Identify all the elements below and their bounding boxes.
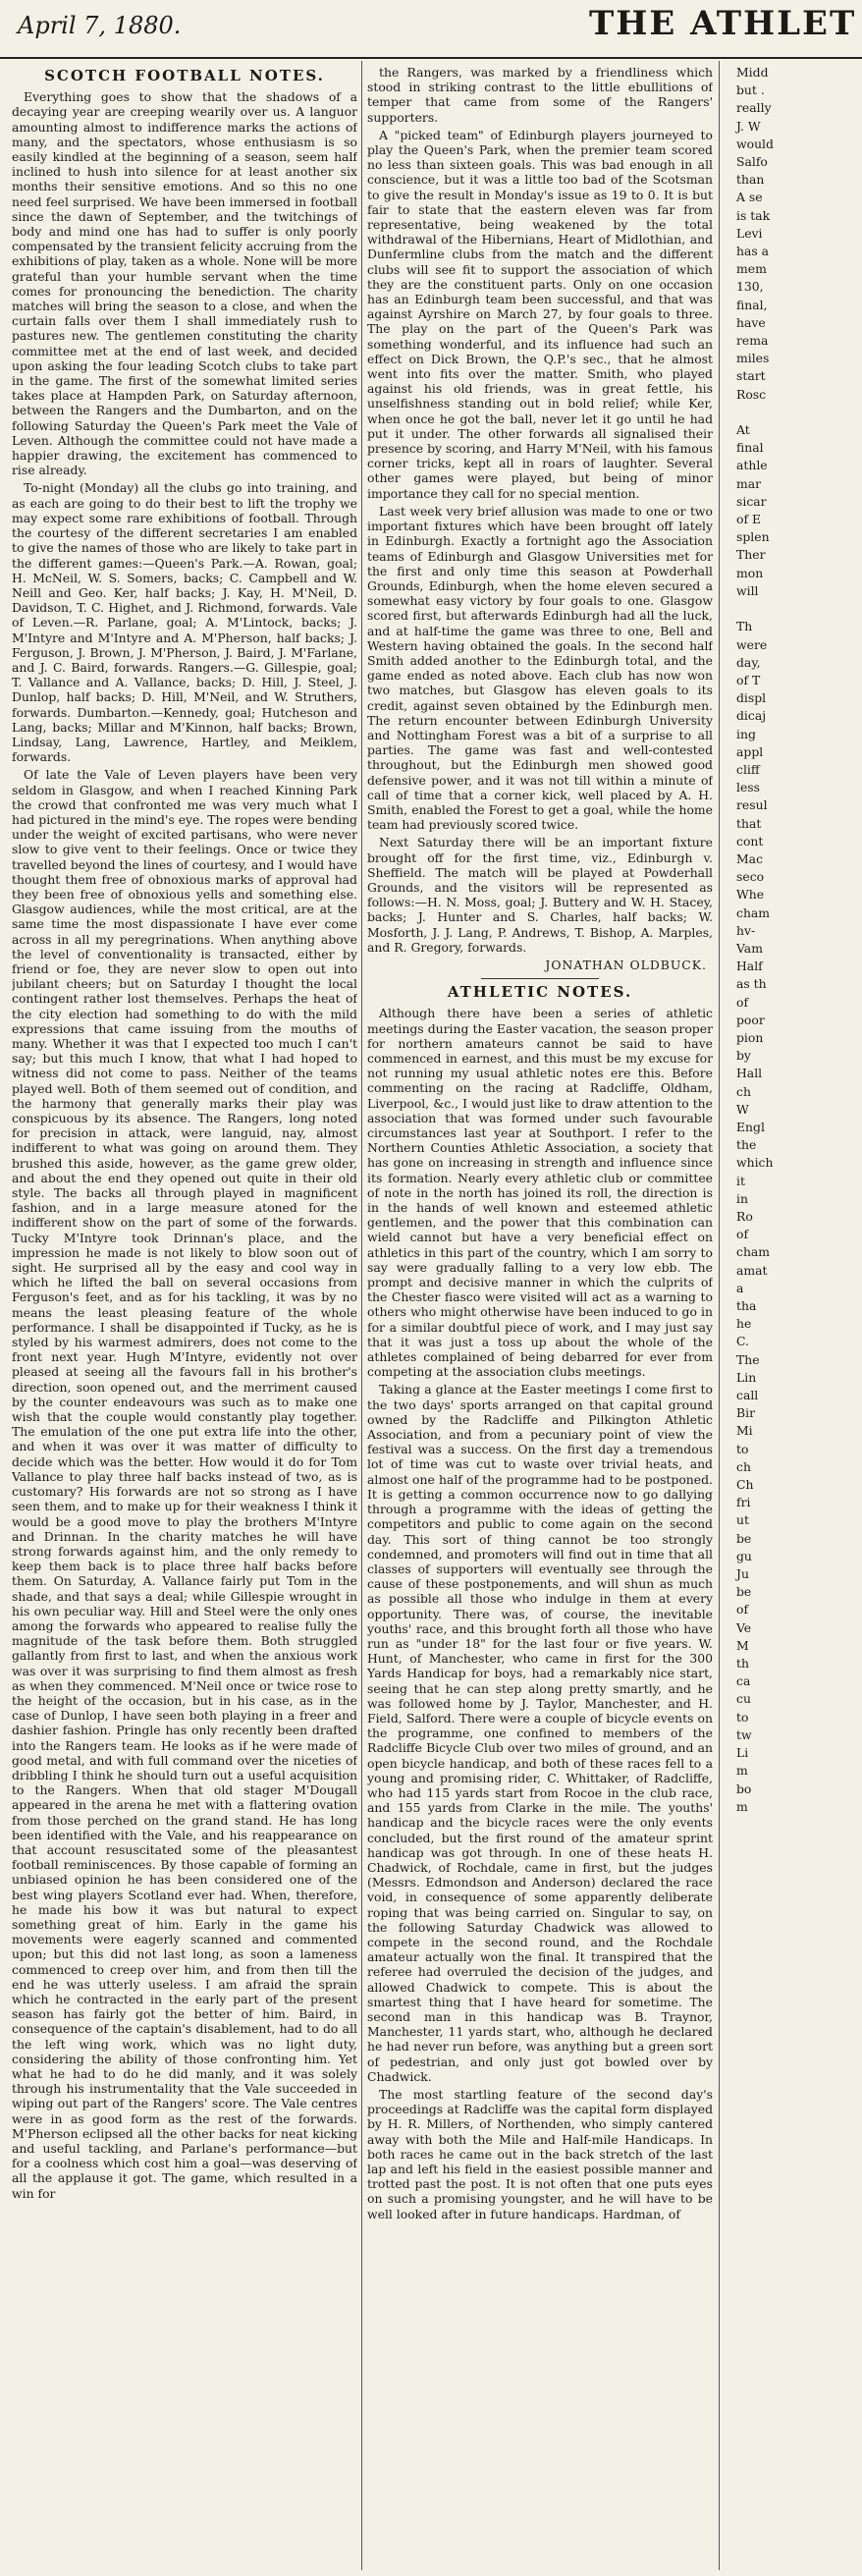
line-fragment: Ve xyxy=(736,1619,752,1635)
column-rule xyxy=(361,61,362,2570)
line-fragment: is tak xyxy=(736,207,771,223)
column-3-cropped xyxy=(725,65,860,2569)
article-signature: JONATHAN OLDBUCK. xyxy=(545,957,707,972)
line-fragment: ca xyxy=(736,1673,751,1689)
paragraph: Everything goes to show that the shadows of a decaying year are creeping wearily over us. A languor amounting almost to indifference marks the actions of many, and the spectators, whose enthusiasm is so easily kindled at the beginning of a season, seem half inclined to hush into silence for at least another six months their sensitive emotions. And so this no one need feel surprised. We have been immersed in football since the dawn of September, and the twitchings of body and mind one has had to suffer is only poorly compensated by the transient felicity accruing from the exhibitions of play, taken as a whole. None will be more grateful than your humble servant when the time comes for pronouncing the benediction. The charity matches will bring the season to a close, and when the curtain falls over them I shall immediately rush to pastures new. The gentlemen constituting the charity committee met at the end of last week, and decided upon asking the four leading Scotch clubs to take part in the game. The first of the somewhat limited series takes place at Hampden Park, on Saturday afternoon, between the Rangers and the Dumbarton, and on the following Saturday the Queen's Park meet the Vale of Leven. Although the committee could not have made a happier drawing, the excitement has commenced to rise already. xyxy=(12,89,357,478)
line-fragment: it xyxy=(736,1173,745,1188)
line-fragment: that xyxy=(736,815,762,831)
line-fragment: Half xyxy=(736,959,763,974)
line-fragment: to xyxy=(736,1441,749,1456)
paragraph: A "picked team" of Edinburgh players journeyed to play the Queen's Park, when the premier team scored no less than sixteen goals. This was bad enough in all conscience, but it was a little too bad of the Scotsman to give the result in Monday's issue as 19 to 0. It is but fair to state that the eastern eleven was far from representative, being weakened by the total withdrawal of the Hibernians, Heart of Midlothian, and Dunfermline clubs from the match and the different clubs will see fit to support the association of which they are the constituent parts. Only on one occasion has an Edinburgh team been successful, and that was against Ayrshire on March 27, by four goals to three. The play on the part of the Queen's Park was something wonderful, and its influence had such an effect on Dick Brown, the Q.P.'s sec., that he almost went into fits over the matter. Smith, who played against his old friends, was in great fettle, his unselfishness standing out in bold relief; while Ker, when once he got the ball, never let it go until he had put it under. The other forwards all signalised their presence by scoring, and Harry M'Neil, with his famous corner tricks, kept all in roars of laughter. Several other games were played, but being of minor importance they call for no special mention. xyxy=(367,127,713,501)
line-fragment: tha xyxy=(736,1298,757,1314)
line-fragment: less xyxy=(736,780,761,795)
paragraph: Next Saturday there will be an important fixture brought off for the first time, viz., Edinburgh v. Sheffield. The match will be played at Powderhall Grounds, and the visitors will be represented as follows:—H. N. Moss, goal; J. Buttery and W. H. Stacey, backs; J. Hunter and S. Charles, half backs; W. Mosforth, J. J. Lang, P. Andrews, T. Bishop, A. Marples, and R. Gregory, forwards. xyxy=(367,835,713,955)
line-fragment: the xyxy=(736,1137,757,1153)
line-fragment: Ther xyxy=(736,547,766,563)
line-fragment: than xyxy=(736,172,765,188)
article-heading-scotch-football: SCOTCH FOOTBALL NOTES. xyxy=(44,67,325,84)
line-fragment: Bir xyxy=(736,1405,755,1421)
line-fragment: W xyxy=(736,1101,749,1117)
line-fragment: of xyxy=(736,1227,749,1242)
line-fragment: cont xyxy=(736,833,764,849)
line-fragment: of T xyxy=(736,672,761,687)
line-fragment: would xyxy=(736,136,774,151)
line-fragment: cliff xyxy=(736,761,760,777)
line-fragment: Mac xyxy=(736,850,764,866)
line-fragment: Ch xyxy=(736,1477,754,1493)
line-fragment: but . xyxy=(736,82,765,98)
line-fragment: A se xyxy=(736,190,763,205)
line-fragment: Salfo xyxy=(736,154,768,170)
line-fragment: At xyxy=(736,422,750,438)
line-fragment: Whe xyxy=(736,887,765,903)
line-fragment: be xyxy=(736,1584,752,1600)
line-fragment: Engl xyxy=(736,1119,765,1134)
paragraph: Although there have been a series of athletic meetings during the Easter vacation, the season proper for northern amateurs cannot be said to have commenced in earnest, and this must be my excuse for not running my usual athletic notes ere this. Before commenting on the racing at Radcliffe, Oldham, Liverpool, &c., I would just like to draw attention to the association that was formed under such favourable circumstances last year at Southport. I refer to the Northern Counties Athletic Association, a society that has gone on increasing in strength and influence since its formation. Nearly every athletic club or committee of note in the north has joined its roll, the direction is in the hands of well known and esteemed athletic gentlemen, and the power that this combination can wield cannot but have a very beneficial effect on athletics in this part of the country, which I am sorry to say were gradually falling to a very low ebb. The prompt and decisive manner in which the culprits of the Chester fiasco were visited will act as a warning to others who might otherwise have been induced to go in for a similar doubtful piece of work, and I may just say that it was just a toss up about the whole of the athletes complained of being debarred for ever from competing at the association clubs meetings. xyxy=(367,1006,713,1380)
line-fragment: splen xyxy=(736,529,770,545)
line-fragment xyxy=(725,405,860,419)
line-fragment: ch xyxy=(736,1083,751,1099)
line-fragment: resul xyxy=(736,797,768,813)
column-rule xyxy=(719,61,720,2570)
line-fragment: dicaj xyxy=(736,708,767,724)
line-fragment: miles xyxy=(736,351,770,366)
paragraph: the Rangers, was marked by a friendliness which stood in striking contrast to the little ebullitions of temper that came from some of the Rangers' supporters. xyxy=(367,65,713,125)
article-body xyxy=(12,89,357,2201)
paragraph: The most startling feature of the second day's proceedings at Radcliffe was the capital form displayed by H. R. Millers, of Northenden, who simply cantered away with both the Mile and Half-mile Handicaps. In both races he came out in the back stretch of the last lap and left his field in the easiest possible manner and trotted past the post. It is not often that one puts eyes on such a promising youngster, and he will have to be well looked after in future handicaps. Hardman, of xyxy=(367,2087,713,2221)
line-fragment: of xyxy=(736,994,749,1010)
line-fragment: ch xyxy=(736,1458,751,1474)
line-fragment: M xyxy=(736,1637,749,1653)
line-fragment: m xyxy=(736,1763,748,1779)
line-fragment: start xyxy=(736,368,766,384)
line-fragment: has a xyxy=(736,244,770,259)
line-fragment: rema xyxy=(736,333,769,349)
line-fragment: a xyxy=(736,1280,744,1295)
line-fragment: ut xyxy=(736,1512,749,1528)
article-body-continued xyxy=(367,65,713,955)
line-fragment: cham xyxy=(736,904,771,920)
line-fragment: The xyxy=(736,1351,760,1367)
line-fragment: which xyxy=(736,1155,774,1171)
line-fragment: really xyxy=(736,100,772,116)
article-heading-athletic-notes: ATHLETIC NOTES. xyxy=(447,983,633,1002)
line-fragment: will xyxy=(736,582,759,598)
line-fragment: seco xyxy=(736,869,765,885)
line-fragment: Mi xyxy=(736,1423,753,1439)
line-fragment: Th xyxy=(736,619,753,634)
line-fragment: final xyxy=(736,440,764,456)
line-fragment: be xyxy=(736,1530,752,1546)
paragraph: To-night (Monday) all the clubs go into training, and as each are going to do their best to lift the trophy we may expect some rare exhibitions of football. Through the courtesy of the different secretaries I am enabled to give the names of those who are likely to take part in the different games:—Queen's Park.—A. Rowan, goal; H. McNeil, W. S. Somers, backs; C. Campbell and W. Neill and Geo. Ker, half backs; J. Kay, H. M'Neil, D. Davidson, T. C. Highet, and J. Richmond, forwards. Vale of Leven.—R. Parlane, goal; A. M'Lintock, backs; J. M'Intyre and M'Intyre and A. M'Pherson, half backs; J. Ferguson, J. Brown, J. M'Pherson, J. Baird, J. M'Farlane, and J. C. Baird, forwards. Rangers.—G. Gillespie, goal; T. Vallance and A. Vallance, backs; D. Hill, J. Steel, J. Dunlop, half backs; D. Hill, M'Neil, and W. Struthers, forwards. Dumbarton.—Kennedy, goal; Hutcheson and Lang, backs; Millar and M'Kinnon, half backs; Brown, Lindsay, Lang, Lawrence, Hartley, and Meiklem, forwards. xyxy=(12,480,357,765)
line-fragment: mar xyxy=(736,475,762,491)
line-fragment: m xyxy=(736,1798,748,1814)
line-fragment: of xyxy=(736,1602,749,1617)
line-fragment: J. W xyxy=(736,118,761,134)
cropped-column-text xyxy=(725,65,860,1814)
line-fragment: 130, xyxy=(736,279,764,295)
line-fragment: cu xyxy=(736,1691,751,1707)
newspaper-title: THE ATHLET xyxy=(589,4,857,43)
line-fragment: Vam xyxy=(736,940,763,956)
line-fragment: displ xyxy=(736,690,767,706)
line-fragment: gu xyxy=(736,1548,752,1563)
article-body xyxy=(367,1006,713,2220)
line-fragment: pion xyxy=(736,1029,764,1045)
line-fragment: Li xyxy=(736,1745,749,1761)
line-fragment: to xyxy=(736,1709,749,1725)
line-fragment: day, xyxy=(736,654,761,670)
column-2 xyxy=(367,65,713,2569)
line-fragment: fri xyxy=(736,1495,751,1510)
line-fragment: appl xyxy=(736,743,764,759)
line-fragment xyxy=(725,601,860,616)
line-fragment: ing xyxy=(736,726,756,741)
line-fragment: have xyxy=(736,314,766,330)
article-separator xyxy=(481,978,599,979)
masthead xyxy=(0,0,862,59)
line-fragment: call xyxy=(736,1388,759,1403)
paragraph: Of late the Vale of Leven players have been very seldom in Glasgow, and when I reached Kinning Park the crowd that confronted me was very much what I had pictured in the mind's eye. The ropes were bending under the weight of excited partisans, who were never slow to give vent to their feelings. Once or twice they travelled beyond the lines of courtesy, and I would have thought them free of obnoxious marks of approval had they been free of obnoxious yells and something else. Glasgow audiences, while the most critical, are at the same time the most dispassionate I have ever come across in all my peregrinations. When anything above the level of conventionality is transacted, either by friend or foe, they are never slow to open out into jubilant cheers; but on Saturday I thought the local contingent rather lost themselves. Perhaps the heat of the city election had something to do with the mild expressions that came issuing from the mouths of many. Whether it was that I expected too much I can't say; but this much I know, that what I had hoped to witness did not come to pass. Neither of the teams played well. Both of them seemed out of condition, and the harmony that generally marks their play was conspicuous by its absence. The Rangers, long noted for precision in attack, were languid, nay, almost indifferent to what was going on around them. They brushed this aside, however, as the game grew older, and about the end they opened out quite in their old style. The backs all through played in magnificent fashion, and in a large measure atoned for the indifferent show on the part of some of the forwards. Tucky M'Intyre took Drinnan's place, and the impression he made is not likely to blow soon out of sight. He surprised all by the easy and cool way in which he lifted the ball on several occasions from Ferguson's feet, and as for his tackling, it was by no means the least pleasing feature of the whole performance. I shall be disappointed if Tucky, as he is styled by his warmest admirers, does not come to the front next year. Hugh M'Intyre, evidently not over pleased at seeing all the favours fall in his brother's direction, soon opened out, and the merriment caused by the counter endeavours was such as to make one wish that the couple would constantly play together. The emulation of the one put extra life into the other, and when it was over it was matter of difficulty to decide which was the better. How would it do for Tom Vallance to play three half backs instead of two, as is customary? His forwards are not so strong as I have seen them, and to make up for their weakness I think it would be a good move to play the brothers M'Intyre and Drinnan. In the charity matches he will have strong forwards against him, and the only remedy to keep them back is to place three half backs before them. On Saturday, A. Vallance fairly put Tom in the shade, and that says a deal; while Gillespie wrought in his own peculiar way. Hill and Steel were the only ones among the forwards who appeared to realise fully the magnitude of the task before them. Both struggled gallantly from first to last, and when the anxious work was over it was surprising to find them almost as fresh as when they commenced. M'Neil once or twice rose to the height of the occasion, but in his case, as in the case of Dunlop, I have seen both playing in a freer and dashier fashion. Pringle has only recently been drafted into the Rangers team. He looks as if he were made of good metal, and with full command over the niceties of dribbling I think he should turn out a useful acquisition to the Rangers. When that old stager M'Dougall appeared in the arena he met with a flattering ovation from those perched on the grand stand. He has long been identified with the Vale, and his reappearance on that account resuscitated some of the pleasantest football reminiscences. By those capable of forming an unbiased opinion he has been considered one of the best wing players Scotland ever had. When, therefore, he made his bow it was but natural to expect something great of him. Early in the game his movements were eagerly scanned and commented upon; but this did not last long, as soon a lameness commenced to creep over him, and from then till the end he was utterly useless. I am afraid the sprain which he contracted in the early part of the present season has fairly got the better of him. Baird, in consequence of the captain's disablement, had to do all the left wing work, which was no light duty, considering the ability of those confronting him. Yet what he had to do he did manly, and it was solely through his instrumentality that the Vale succeeded in wiping out part of the Rangers' score. The Vale centres were in as good form as the rest of the forwards. M'Pherson eclipsed all the other backs for neat kicking and useful tackling, and Parlane's performance—but for a coolness which cost him a goal—was deserving of all the applause it got. The game, which resulted in a win for xyxy=(12,767,357,2201)
line-fragment: of E xyxy=(736,512,762,527)
line-fragment: by xyxy=(736,1048,751,1064)
line-fragment: bo xyxy=(736,1781,752,1796)
line-fragment: Ro xyxy=(736,1209,753,1224)
line-fragment: C. xyxy=(736,1334,749,1349)
line-fragment: Rosc xyxy=(736,386,767,402)
line-fragment: were xyxy=(736,636,768,652)
line-fragment: Midd xyxy=(736,65,769,80)
issue-date: April 7, 1880. xyxy=(18,12,182,39)
line-fragment: tw xyxy=(736,1726,752,1742)
line-fragment: th xyxy=(736,1656,749,1672)
line-fragment: mem xyxy=(736,261,767,277)
line-fragment: final, xyxy=(736,297,768,312)
line-fragment: hv- xyxy=(736,922,756,938)
line-fragment: mon xyxy=(736,565,764,580)
line-fragment: cham xyxy=(736,1244,771,1260)
line-fragment: sicar xyxy=(736,493,767,509)
paragraph: Last week very brief allusion was made to one or two important fixtures which have been brought off lately in Edinburgh. Exactly a fortnight ago the Association teams of Edinburgh and Glasgow Universities met for the first and only time this season at Powderhall Grounds, Edinburgh, when the home eleven secured a somewhat easy victory by four goals to one. Glasgow scored first, but afterwards Edinburgh had all the luck, and at half-time the game was three to one, Bell and Western having obtained the goals. In the second half Smith added another to the Edinburgh total, and the game ended as noted above. Each club has now won two matches, but Glasgow has eleven goals to its credit, against seven obtained by the Edinburgh men. The return encounter between Edinburgh University and Nottingham Forest was a bit of a surprise to all parties. The game was fast and well-contested throughout, but the Edinburgh men showed good defensive power, and it was not till within a minute of call of time that a corner kick, well placed by A. H. Smith, enabled the Forest to get a goal, while the home team had previously scored twice. xyxy=(367,503,713,833)
line-fragment: poor xyxy=(736,1012,765,1027)
line-fragment: as th xyxy=(736,976,767,992)
line-fragment: in xyxy=(736,1190,748,1206)
line-fragment: Lin xyxy=(736,1369,757,1385)
line-fragment: Hall xyxy=(736,1066,763,1081)
column-1 xyxy=(12,65,357,2569)
line-fragment: amat xyxy=(736,1262,768,1278)
paragraph: Taking a glance at the Easter meetings I come first to the two days' sports arranged on that capital ground owned by the Radcliffe and Pilkington Athletic Association, and from a pecuniary point of view the festival was a success. On the first day a tremendous lot of time was cut to waste over trivial heats, and almost one half of the programme had to be postponed. It is getting a common occurrence now to go dallying through a programme with the ideas of getting the competitors and public to come again on the second day. This sort of thing cannot be too strongly condemned, and promoters will find out in time that all classes of supporters will eventually see through the cause of these postponements, and will shun as much as possible all those who indulge in them at every opportunity. There was, of course, the inevitable youths' race, and this brought forth all those who have run as "under 18" for the last four or five years. W. Hunt, of Manchester, who came in first for the 300 Yards Handicap for boys, had a remarkably nice start, seeing that he can step along pretty smartly, and he was followed home by J. Taylor, Manchester, and H. Field, Salford. There were a couple of bicycle events on the programme, one confined to members of the Radcliffe Bicycle Club over two miles of ground, and an open bicycle handicap, and both of these races fell to a young and promising rider, C. Whittaker, of Radcliffe, who had 115 yards start from Rocoe in the club race, and 155 yards from Clarke in the mile. The youths' handicap and the bicycle races were the only events concluded, but the first round of the amateur sprint handicap was got through. In one of these heats H. Chadwick, of Rochdale, came in first, but the judges (Messrs. Edmondson and Anderson) declared the race void, in consequence of some apparently deliberate roping that was being carried on. Singular to say, on the following Saturday Chadwick was allowed to compete in the second round, and the Rochdale amateur actually won the final. It transpired that the referee had overruled the decision of the judges, and allowed Chadwick to compete. This is about the smartest thing that I have heard for sometime. The second man in this handicap was B. Traynor, Manchester, 11 yards start, who, although he declared he had never run before, was anything but a green sort of pedestrian, and only just got bowled over by Chadwick. xyxy=(367,1382,713,2084)
line-fragment: Levi xyxy=(736,225,763,241)
line-fragment: he xyxy=(736,1316,752,1332)
line-fragment: Ju xyxy=(736,1566,749,1582)
line-fragment: athle xyxy=(736,458,768,473)
